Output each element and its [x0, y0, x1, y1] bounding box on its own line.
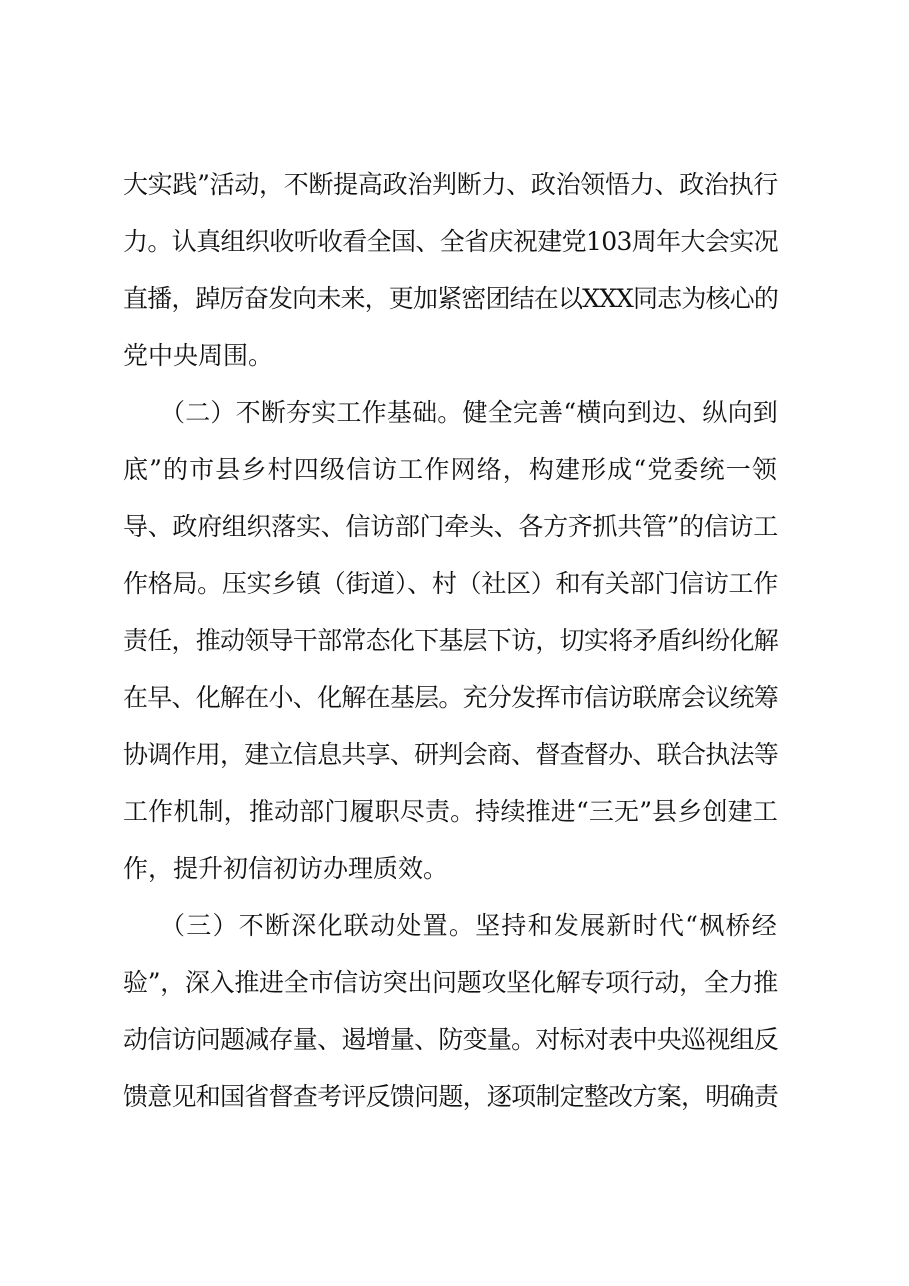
text-line-content: 直播，踔厉奋发向未来，更加紧密团结在以XXX同志为核心的 — [123, 284, 778, 313]
text-line-content: 工作机制，推动部门履职尽责。持续推进“三无”县乡创建工 — [123, 797, 778, 826]
text-line — [0, 613, 909, 669]
text-line — [0, 1012, 909, 1068]
text-line-content: 协调作用，建立信息共享、研判会商、督查督办、联合执法等 — [123, 740, 778, 769]
text-line-content: 在早、化解在小、化解在基层。充分发挥市信访联席会议统筹 — [123, 683, 778, 712]
text-line-content: 验”，深入推进全市信访突出问题攻坚化解专项行动，全力推 — [123, 968, 778, 997]
text-line — [0, 385, 909, 441]
text-line — [0, 214, 909, 270]
text-line-content: 党中央周围。 — [123, 341, 274, 370]
text-line — [0, 328, 909, 384]
text-line-content: 责任，推动领导干部常态化下基层下访，切实将矛盾纠纷化解 — [123, 626, 778, 655]
text-line — [0, 556, 909, 612]
text-line — [0, 1069, 909, 1125]
text-line-content: 底”的市县乡村四级信访工作网络，构建形成“党委统一领 — [123, 455, 778, 484]
text-line-content: （二）不断夯实工作基础。健全完善“横向到边、纵向到 — [160, 398, 778, 427]
text-line-content: 动信访问题减存量、遏增量、防变量。对标对表中央巡视组反 — [123, 1025, 778, 1054]
text-line-content: 作格局。压实乡镇（街道）、村（社区）和有关部门信访工作 — [123, 569, 778, 598]
text-line-content: 导、政府组织落实、信访部门牵头、各方齐抓共管”的信访工 — [123, 512, 778, 541]
text-line-content: （三）不断深化联动处置。坚持和发展新时代“枫桥经 — [160, 911, 778, 940]
text-line — [0, 841, 909, 897]
text-line — [0, 499, 909, 555]
text-line — [0, 442, 909, 498]
text-line-content: 作，提升初信初访办理质效。 — [123, 854, 449, 883]
text-line — [0, 955, 909, 1011]
text-line — [0, 784, 909, 840]
text-line — [0, 670, 909, 726]
text-line-content: 馈意见和国省督查考评反馈问题，逐项制定整改方案，明确责 — [123, 1082, 778, 1111]
text-line-content: 大实践”活动，不断提高政治判断力、政治领悟力、政治执行 — [123, 170, 778, 199]
text-line — [0, 157, 909, 213]
text-line — [0, 727, 909, 783]
text-line-content: 力。认真组织收听收看全国、全省庆祝建党103周年大会实况 — [123, 227, 778, 256]
text-line — [0, 898, 909, 954]
text-line — [0, 271, 909, 327]
